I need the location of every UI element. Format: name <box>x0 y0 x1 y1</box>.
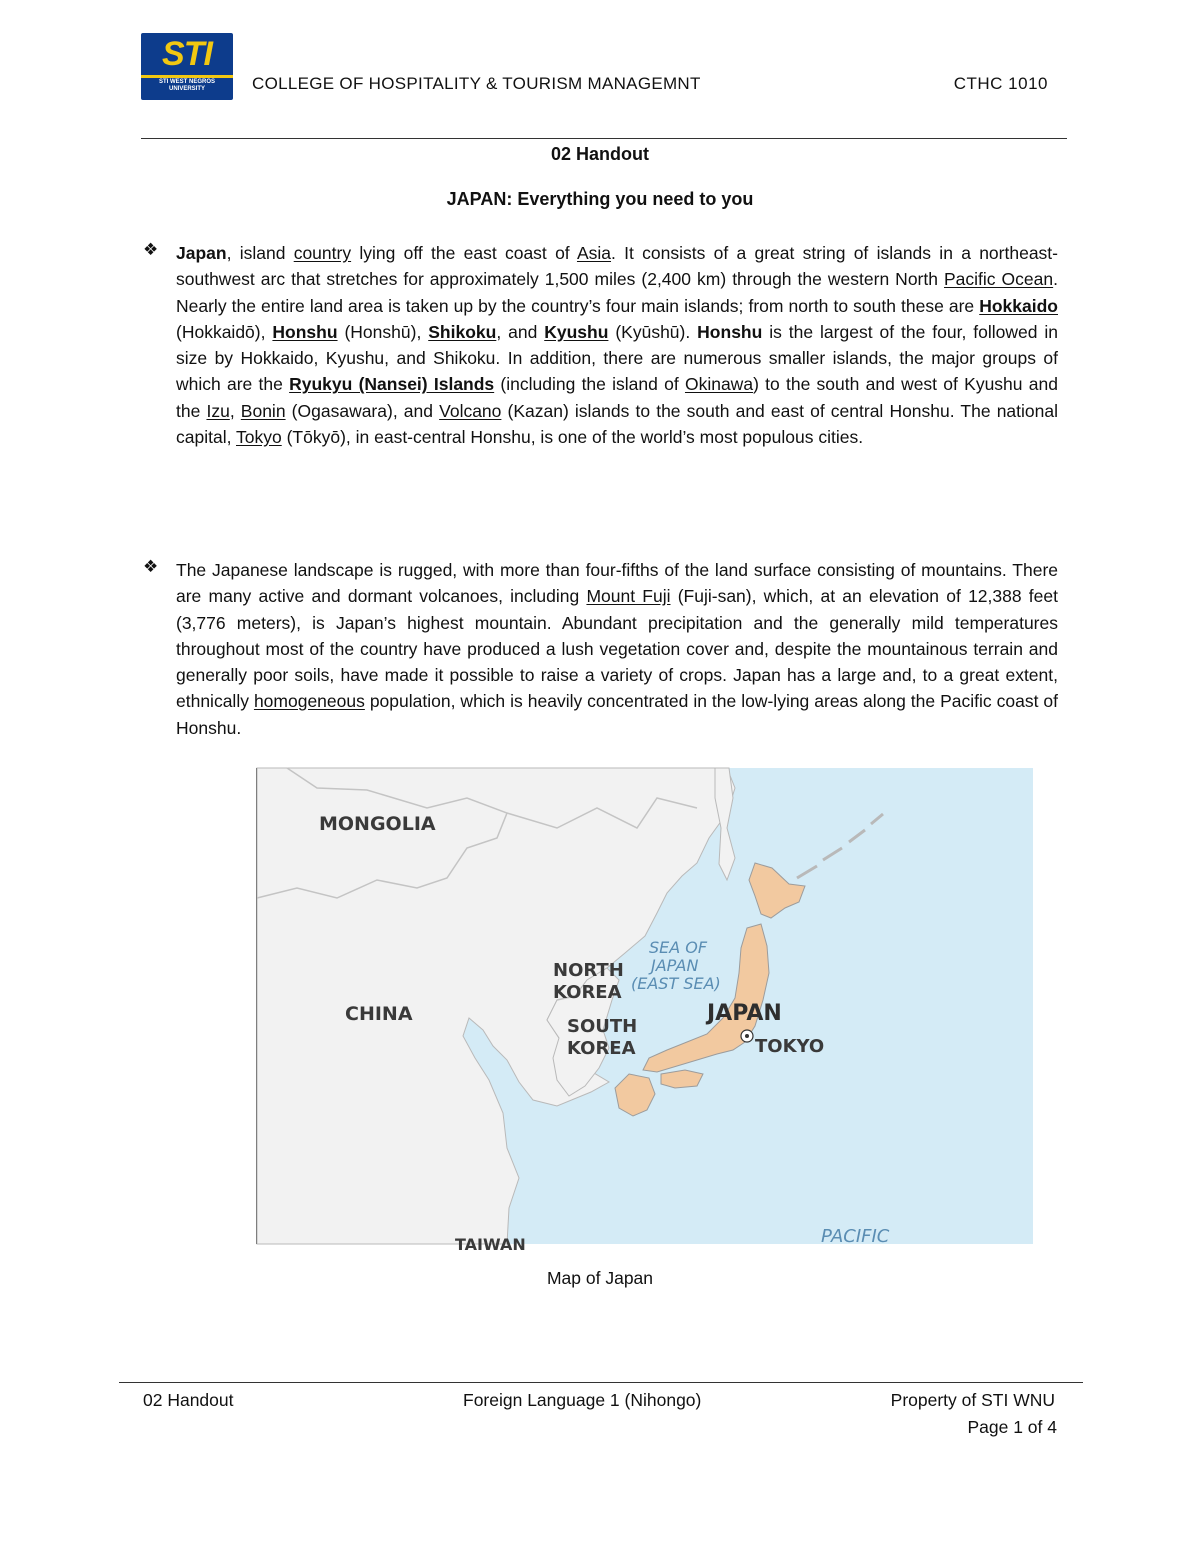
link-bonin[interactable]: Bonin <box>240 400 286 421</box>
map-label-south-korea-1: SOUTH <box>567 1016 638 1037</box>
link-homogeneous[interactable]: homogeneous <box>253 691 365 712</box>
link-volcano[interactable]: Volcano <box>439 400 502 421</box>
text-run: (including the island of <box>494 374 685 395</box>
footer-page-number: Page 1 of 4 <box>967 1417 1057 1437</box>
link-izu[interactable]: Izu <box>206 400 230 421</box>
map-label-south-korea-2: KOREA <box>567 1038 636 1059</box>
diamond-bullet-icon: ❖ <box>143 240 159 259</box>
link-hokkaido[interactable]: Hokkaido <box>979 295 1058 316</box>
text-run: (Kyūshū). <box>608 321 698 342</box>
text-run: The Japanese landscape is rugged, with more than four-fifths of the land surface consisting of mountains. There are many active and dormant volcanoes, including <box>176 560 1058 607</box>
link-country[interactable]: country <box>293 243 352 263</box>
link-kyushu[interactable]: Kyushu <box>544 321 609 342</box>
map-label-mongolia: MONGOLIA <box>319 813 436 835</box>
term-japan: Japan <box>176 243 227 263</box>
map-label-sea-2: JAPAN <box>651 956 699 975</box>
text-run: (Honshū), <box>337 321 429 342</box>
logo-band <box>141 75 233 78</box>
map-label-taiwan: TAIWAN <box>455 1235 526 1254</box>
map-label-china: CHINA <box>345 1003 413 1025</box>
text-run: . It consists of a great string of islands in a northeast-southwest arc that stretches for approximately 1,500 miles (2,400 km) through the western North <box>176 243 1058 290</box>
map-svg <box>257 768 1033 1254</box>
map-label-japan: JAPAN <box>707 1001 782 1026</box>
text-run: population, which is heavily concentrated in the low-lying areas along the Pacific coast of Honshu. <box>176 691 1058 738</box>
tokyo-dot-icon <box>745 1034 749 1038</box>
text-run: (Tōkyō), in east-central Honshu, is one of the world’s most populous cities. <box>281 427 864 448</box>
map-label-sea-3: (EAST SEA) <box>631 974 721 993</box>
link-ryukyu-islands[interactable]: Ryukyu (Nansei) Islands <box>289 374 495 395</box>
map-label-north-korea-2: KOREA <box>553 982 622 1003</box>
map-caption: Map of Japan <box>546 1268 654 1288</box>
diamond-bullet-icon: ❖ <box>143 557 159 576</box>
link-okinawa[interactable]: Okinawa <box>684 374 754 395</box>
footer-course-title: Foreign Language 1 (Nihongo) <box>463 1390 702 1410</box>
paragraph-japan-overview <box>176 240 1058 450</box>
paragraph-landscape <box>176 557 1058 741</box>
text-run: (Fuji-san), which, at an elevation of 12,388 feet (3,776 meters), is Japan’s highest mountain. Abundant precipitation and the generally mild temperatures throughout most of the country have produced a lush vegetation cover and, despite the mountainous terrain and generally poor soils, have made it possible to raise a variety of crops. Japan has a large and, to a great extent, ethnically <box>176 586 1058 712</box>
footer-handout: 02 Handout <box>143 1390 234 1410</box>
text-run: , <box>229 400 241 421</box>
text-run: (Kazan) islands to the south and east of central Honshu. The national capital, <box>176 400 1058 448</box>
link-honshu[interactable]: Honshu <box>272 321 338 342</box>
link-tokyo[interactable]: Tokyo <box>236 427 282 448</box>
link-asia[interactable]: Asia <box>576 243 612 263</box>
handout-title: 02 Handout <box>550 144 649 164</box>
term-honshu: Honshu <box>697 321 763 342</box>
text-run: (Hokkaidō), <box>176 321 273 342</box>
logo-subtitle: STI WEST NEGROS UNIVERSITY <box>158 79 215 92</box>
link-mount-fuji[interactable]: Mount Fuji <box>586 586 671 607</box>
text-run: (Ogasawara), and <box>285 400 440 421</box>
text-run: is the largest of the four, followed in size by Hokkaido, Kyushu, and Shikoku. In addition, there are numerous smaller islands, the major groups of which are the <box>176 321 1058 395</box>
map-label-sea-1: SEA OF <box>649 938 708 957</box>
course-code: CTHC 1010 <box>953 74 1048 93</box>
sti-logo <box>141 33 233 100</box>
text-run: . Nearly the entire land area is taken up by the country’s four main islands; from north to south these are <box>176 269 1058 316</box>
map-label-tokyo: TOKYO <box>755 1036 825 1057</box>
text-run: ) to the south and west of Kyushu and the <box>176 374 1058 421</box>
college-name: COLLEGE OF HOSPITALITY & TOURISM MANAGEMNT <box>252 74 701 93</box>
shikoku-island <box>661 1070 703 1088</box>
map-of-japan <box>256 768 1033 1254</box>
footer-divider <box>119 1382 1083 1383</box>
link-shikoku[interactable]: Shikoku <box>428 321 497 342</box>
link-pacific-ocean[interactable]: Pacific Ocean <box>944 269 1054 290</box>
text-run: , island <box>226 243 294 263</box>
logo-text: STI <box>162 35 212 73</box>
map-label-north-korea-1: NORTH <box>553 960 624 981</box>
map-label-pacific: PACIFIC <box>821 1226 890 1247</box>
text-run: lying off the east coast of <box>351 243 577 263</box>
page-title: JAPAN: Everything you need to you <box>446 189 754 209</box>
footer-property: Property of STI WNU <box>890 1390 1055 1410</box>
text-run: , and <box>496 321 545 342</box>
header-divider <box>141 138 1067 139</box>
